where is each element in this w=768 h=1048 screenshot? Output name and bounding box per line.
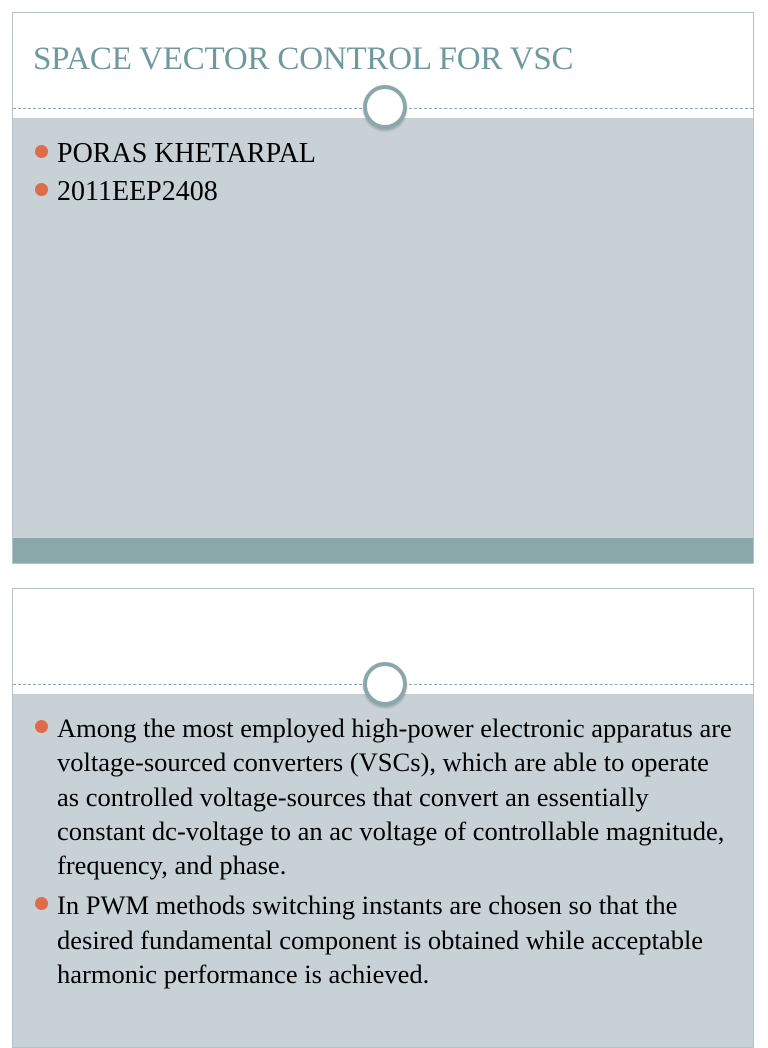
bullet-dot-icon — [35, 720, 48, 733]
bullet-text: In PWM methods switching instants are chosen so that the desired fundamental component is obtained while acceptable harmonic performance is achieved. — [57, 890, 704, 990]
slide-2-bullet-list — [35, 711, 735, 997]
ring-ornament-icon — [363, 85, 407, 129]
slide-1-bullet-list — [35, 135, 735, 211]
bullet-text: PORAS KHETARPAL — [57, 138, 316, 169]
bullet-text: Among the most employed high-power electronic apparatus are voltage-sourced converters (VSCs), which are able to operate as controlled voltage-sources that convert an essentially constant dc-voltage to an ac voltage of controllable magnitude, frequency, and phase. — [57, 713, 732, 881]
ring-ornament-icon — [363, 662, 407, 706]
bullet-item — [35, 888, 735, 991]
slide-1-footer-bar — [13, 538, 753, 564]
bullet-item — [35, 711, 735, 882]
bullet-dot-icon — [35, 897, 48, 910]
slide-1-title: SPACE VECTOR CONTROL FOR VSC — [33, 41, 574, 77]
bullet-item — [35, 173, 735, 211]
bullet-dot-icon — [35, 183, 48, 196]
bullet-text: 2011EEP2408 — [57, 176, 218, 207]
slide-2 — [12, 588, 754, 1048]
slide-1 — [12, 12, 754, 564]
bullet-item — [35, 135, 735, 173]
bullet-dot-icon — [35, 145, 48, 158]
